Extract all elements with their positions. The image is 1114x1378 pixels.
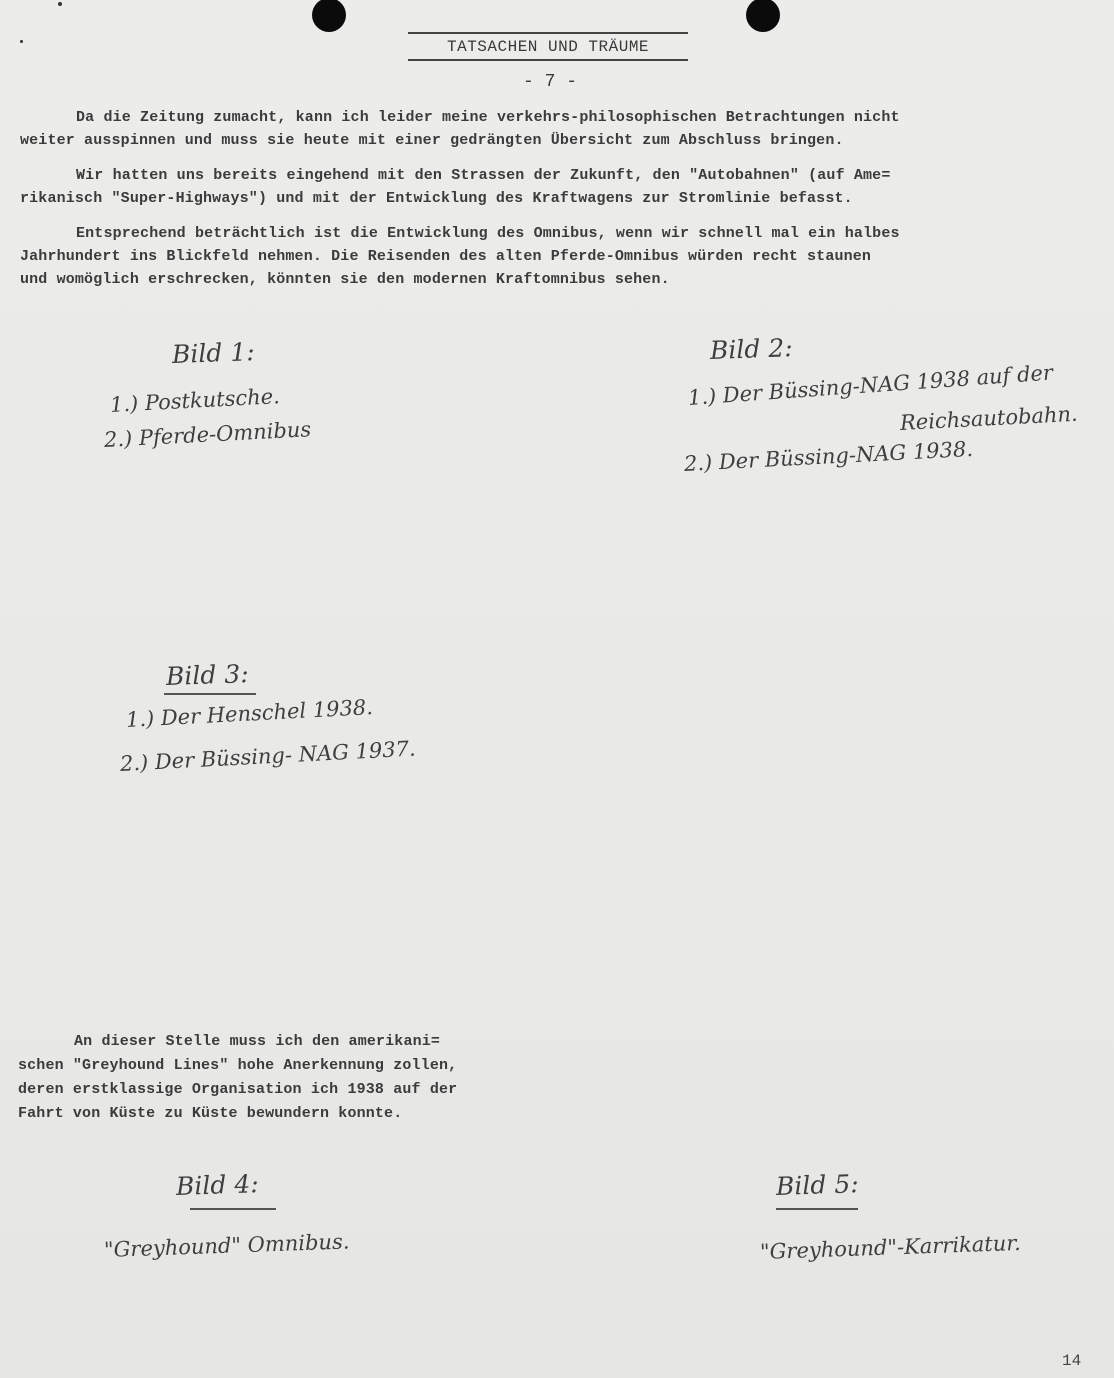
- bild-1-item-2: 2.) Pferde-Omnibus: [103, 417, 312, 452]
- paragraph-2-line-1: Wir hatten uns bereits eingehend mit den Strassen der Zukunft, den "Autobahnen" (auf Ame=: [76, 167, 891, 184]
- bild-3-item-2: 2.) Der Büssing- NAG 1937.: [119, 736, 417, 776]
- ink-speck: [58, 2, 62, 6]
- document-title: [408, 38, 688, 56]
- bild-1-item-1: 1.) Postkutsche.: [109, 384, 281, 417]
- paragraph-2-line-2: rikanisch "Super-Highways") und mit der Entwicklung des Kraftwagens zur Stromlinie befasst.: [20, 190, 853, 207]
- title-rule-bottom: [408, 59, 688, 61]
- bild-5-heading: Bild 5:: [775, 1169, 860, 1201]
- bild-5-underline: [776, 1208, 858, 1210]
- bild-2-heading: Bild 2:: [709, 333, 794, 365]
- paragraph-3-line-2: Jahrhundert ins Blickfeld nehmen. Die Reisenden des alten Pferde-Omnibus würden recht staunen: [20, 248, 872, 265]
- punch-hole-left: [312, 0, 346, 32]
- paragraph-4-line-3: deren erstklassige Organisation ich 1938 auf der: [18, 1081, 458, 1098]
- bild-2-item-2: 2.) Der Büssing-NAG 1938.: [683, 436, 974, 476]
- bild-5-caption: "Greyhound"-Karrikatur.: [759, 1230, 1022, 1264]
- bild-4-heading: Bild 4:: [175, 1169, 260, 1201]
- paragraph-4-line-4: Fahrt von Küste zu Küste bewundern konnte.: [18, 1105, 403, 1122]
- title-text: TATSACHEN UND TRÄUME: [446, 38, 650, 56]
- paragraph-1-line-1: Da die Zeitung zumacht, kann ich leider meine verkehrs-philosophischen Betrachtungen nicht: [76, 109, 900, 126]
- paragraph-3-line-3: und womöglich erschrecken, könnten sie den modernen Kraftomnibus sehen.: [20, 271, 670, 288]
- bild-2-item-1-cont: Reichsautobahn.: [899, 401, 1079, 435]
- title-rule-top: [408, 32, 688, 34]
- bild-2-item-1: 1.) Der Büssing-NAG 1938 auf der: [687, 360, 1054, 410]
- punch-hole-right: [746, 0, 780, 32]
- bild-3-underline: [164, 693, 256, 695]
- archive-page-number: 14: [1062, 1352, 1082, 1370]
- paragraph-1-line-2: weiter ausspinnen und muss sie heute mit einer gedrängten Übersicht zum Abschluss bringen.: [20, 132, 844, 149]
- bild-3-heading: Bild 3:: [165, 659, 250, 691]
- paragraph-3-line-1: Entsprechend beträchtlich ist die Entwicklung des Omnibus, wenn wir schnell mal ein halbes: [76, 225, 900, 242]
- bild-4-underline: [190, 1208, 276, 1210]
- paragraph-4-line-2: schen "Greyhound Lines" hohe Anerkennung zollen,: [18, 1057, 458, 1074]
- bild-3-item-1: 1.) Der Henschel 1938.: [125, 695, 374, 732]
- bild-1-heading: Bild 1:: [171, 337, 256, 369]
- ink-speck: [20, 40, 23, 43]
- bild-4-caption: "Greyhound" Omnibus.: [103, 1229, 350, 1262]
- page-marker: - 7 -: [522, 72, 577, 92]
- paragraph-4-line-1: An dieser Stelle muss ich den amerikani=: [74, 1033, 441, 1050]
